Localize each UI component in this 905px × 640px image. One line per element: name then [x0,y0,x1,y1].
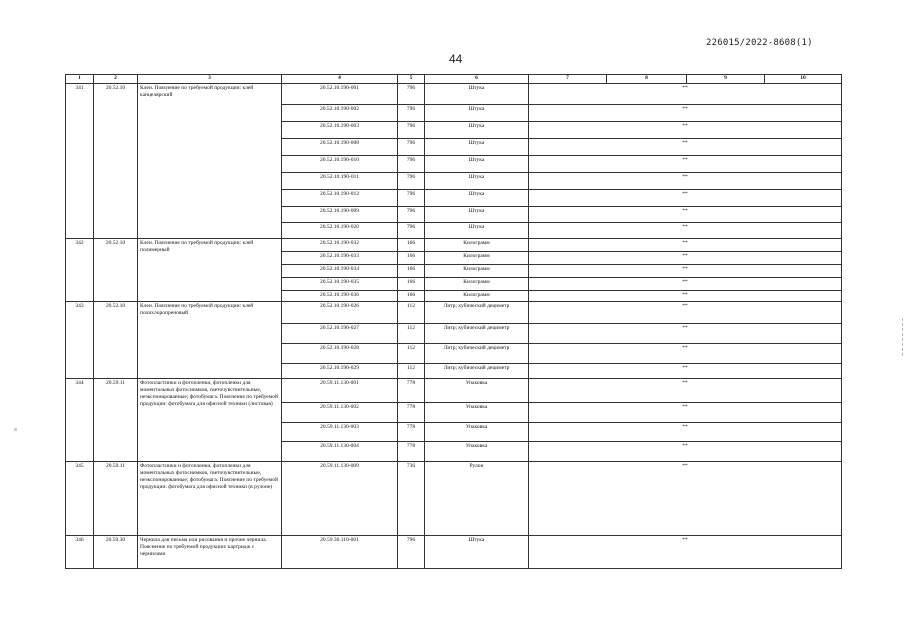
header-cell: 8 [607,75,687,84]
table-row [66,462,842,536]
ktru-code-cell: 20.52.10.190-020 [282,223,398,239]
table-row [66,379,842,403]
requirement-cell: ** [529,139,842,156]
table-header-row [66,75,842,84]
document-number: 226015/2022-8608(1) [706,38,813,48]
unit-name-cell: Упаковка [425,423,529,442]
ktru-code-cell: 20.59.11.130-002 [282,403,398,423]
ktru-code-cell: 20.52.10.190-026 [282,302,398,324]
unit-name-cell: Штука [425,190,529,207]
requirement-cell: ** [529,278,842,291]
okpd2-code-cell: 20.59.11 [94,379,138,462]
okei-code-cell: 736 [398,462,425,536]
okei-code-cell: 796 [398,156,425,173]
requirement-cell: ** [529,122,842,139]
requirement-cell: ** [529,379,842,403]
unit-name-cell: Килограмм [425,291,529,302]
ktru-code-cell: 20.59.30.110-001 [282,536,398,569]
description-cell: Клеи. Пояснение по требуемой продукции: клей полимерный [138,239,282,302]
okei-code-cell: 796 [398,190,425,207]
ktru-code-cell: 20.52.10.190-034 [282,265,398,278]
table-row [66,536,842,569]
unit-name-cell: Килограмм [425,278,529,291]
ktru-code-cell: 20.52.10.190-009 [282,207,398,223]
ktru-code-cell: 20.59.11.130-004 [282,442,398,462]
header-cell: 9 [687,75,765,84]
ktru-code-cell: 20.59.11.130-009 [282,462,398,536]
okei-code-cell: 112 [398,364,425,379]
row-number-cell: 343 [66,302,94,379]
description-cell: Клеи. Пояснение по требуемой продукции: клей канцелярский [138,84,282,239]
scan-speck [14,428,17,431]
unit-name-cell: Штука [425,84,529,105]
table-row [66,239,842,252]
description-cell: Фотопластинки и фотопленки, фотопленки для моментальных фотоснимков, светочувствительные, неэкспонированные; фотобумага. Пояснение по требуемой продукции: фотобумага для офисной техники (листовая) [138,379,282,462]
unit-name-cell: Литр; кубический дециметр [425,324,529,344]
okei-code-cell: 778 [398,442,425,462]
okei-code-cell: 796 [398,105,425,122]
unit-name-cell: Килограмм [425,265,529,278]
okei-code-cell: 166 [398,291,425,302]
unit-name-cell: Упаковка [425,442,529,462]
ktru-code-cell: 20.52.10.190-032 [282,239,398,252]
requirement-cell: ** [529,190,842,207]
header-cell: 1 [66,75,94,84]
ktru-code-cell: 20.52.10.190-003 [282,122,398,139]
requirement-cell: ** [529,364,842,379]
okei-code-cell: 778 [398,423,425,442]
requirement-cell: ** [529,105,842,122]
requirement-cell: ** [529,423,842,442]
okei-code-cell: 796 [398,84,425,105]
header-cell: 6 [425,75,529,84]
ktru-code-cell: 20.52.10.190-028 [282,344,398,364]
okei-code-cell: 166 [398,252,425,265]
unit-name-cell: Штука [425,105,529,122]
unit-name-cell: Литр; кубический дециметр [425,302,529,324]
ktru-code-cell: 20.52.10.190-010 [282,156,398,173]
requirement-cell: ** [529,207,842,223]
requirement-cell: ** [529,265,842,278]
requirement-cell: ** [529,302,842,324]
table-row [66,302,842,324]
ktru-code-cell: 20.52.10.190-027 [282,324,398,344]
requirement-cell: ** [529,252,842,265]
requirement-cell: ** [529,462,842,536]
unit-name-cell: Рулон [425,462,529,536]
description-cell: Фотопластинки и фотопленки, фотопленки для моментальных фотоснимков, светочувствительные, неэкспонированные; фотобумага. Пояснение по требуемой продукции: фотобумага для офисной техники (в рулоне) [138,462,282,536]
okei-code-cell: 796 [398,536,425,569]
ktru-code-cell: 20.52.10.190-008 [282,139,398,156]
requirement-cell: ** [529,156,842,173]
okpd2-code-cell: 20.52.10 [94,239,138,302]
header-cell: 5 [398,75,425,84]
header-cell: 3 [138,75,282,84]
row-number-cell: 342 [66,239,94,302]
unit-name-cell: Штука [425,156,529,173]
requirement-cell: ** [529,173,842,190]
margin-mark [902,318,904,356]
row-number-cell: 344 [66,379,94,462]
requirement-cell: ** [529,442,842,462]
requirement-cell: ** [529,239,842,252]
row-number-cell: 345 [66,462,94,536]
requirement-cell: ** [529,291,842,302]
okei-code-cell: 796 [398,139,425,156]
okpd2-code-cell: 20.59.11 [94,462,138,536]
okei-code-cell: 796 [398,122,425,139]
ktru-code-cell: 20.52.10.190-035 [282,278,398,291]
ktru-code-cell: 20.52.10.190-012 [282,190,398,207]
ktru-code-cell: 20.52.10.190-033 [282,252,398,265]
row-number-cell: 341 [66,84,94,239]
unit-name-cell: Штука [425,223,529,239]
unit-name-cell: Упаковка [425,403,529,423]
okei-code-cell: 796 [398,173,425,190]
unit-name-cell: Штука [425,207,529,223]
page-number: 44 [449,52,463,66]
unit-name-cell: Штука [425,139,529,156]
okei-code-cell: 778 [398,403,425,423]
ktru-code-cell: 20.59.11.130-003 [282,423,398,442]
ktru-code-cell: 20.52.10.190-002 [282,105,398,122]
table-row [66,84,842,105]
okei-code-cell: 166 [398,278,425,291]
ktru-code-cell: 20.52.10.190-001 [282,84,398,105]
requirement-cell: ** [529,344,842,364]
description-cell: Чернила для письма или рисования и прочие чернила. Пояснение по требуемой продукции: картридж с чернилами [138,536,282,569]
description-cell: Клеи. Пояснение по требуемой продукции: клей полихлоропреновый [138,302,282,379]
requirement-cell: ** [529,223,842,239]
unit-name-cell: Штука [425,173,529,190]
okei-code-cell: 112 [398,302,425,324]
ktru-code-cell: 20.59.11.130-001 [282,379,398,403]
unit-name-cell: Килограмм [425,252,529,265]
ktru-code-cell: 20.52.10.190-036 [282,291,398,302]
okpd2-code-cell: 20.52.10 [94,302,138,379]
requirement-cell: ** [529,324,842,344]
requirement-cell: ** [529,536,842,569]
okpd2-code-cell: 20.59.30 [94,536,138,569]
okei-code-cell: 796 [398,207,425,223]
unit-name-cell: Литр; кубический дециметр [425,364,529,379]
okpd2-code-cell: 20.52.10 [94,84,138,239]
okei-code-cell: 796 [398,223,425,239]
okei-code-cell: 166 [398,265,425,278]
okei-code-cell: 112 [398,344,425,364]
requirement-cell: ** [529,403,842,423]
unit-name-cell: Литр; кубический дециметр [425,344,529,364]
ktru-code-cell: 20.52.10.190-011 [282,173,398,190]
unit-name-cell: Килограмм [425,239,529,252]
header-cell: 7 [529,75,607,84]
ktru-code-cell: 20.52.10.190-029 [282,364,398,379]
row-number-cell: 346 [66,536,94,569]
okei-code-cell: 166 [398,239,425,252]
unit-name-cell: Штука [425,122,529,139]
header-cell: 2 [94,75,138,84]
okei-code-cell: 112 [398,324,425,344]
header-cell: 4 [282,75,398,84]
okei-code-cell: 778 [398,379,425,403]
unit-name-cell: Штука [425,536,529,569]
unit-name-cell: Упаковка [425,379,529,403]
requirement-cell: ** [529,84,842,105]
products-table [65,74,842,569]
header-cell: 10 [765,75,842,84]
